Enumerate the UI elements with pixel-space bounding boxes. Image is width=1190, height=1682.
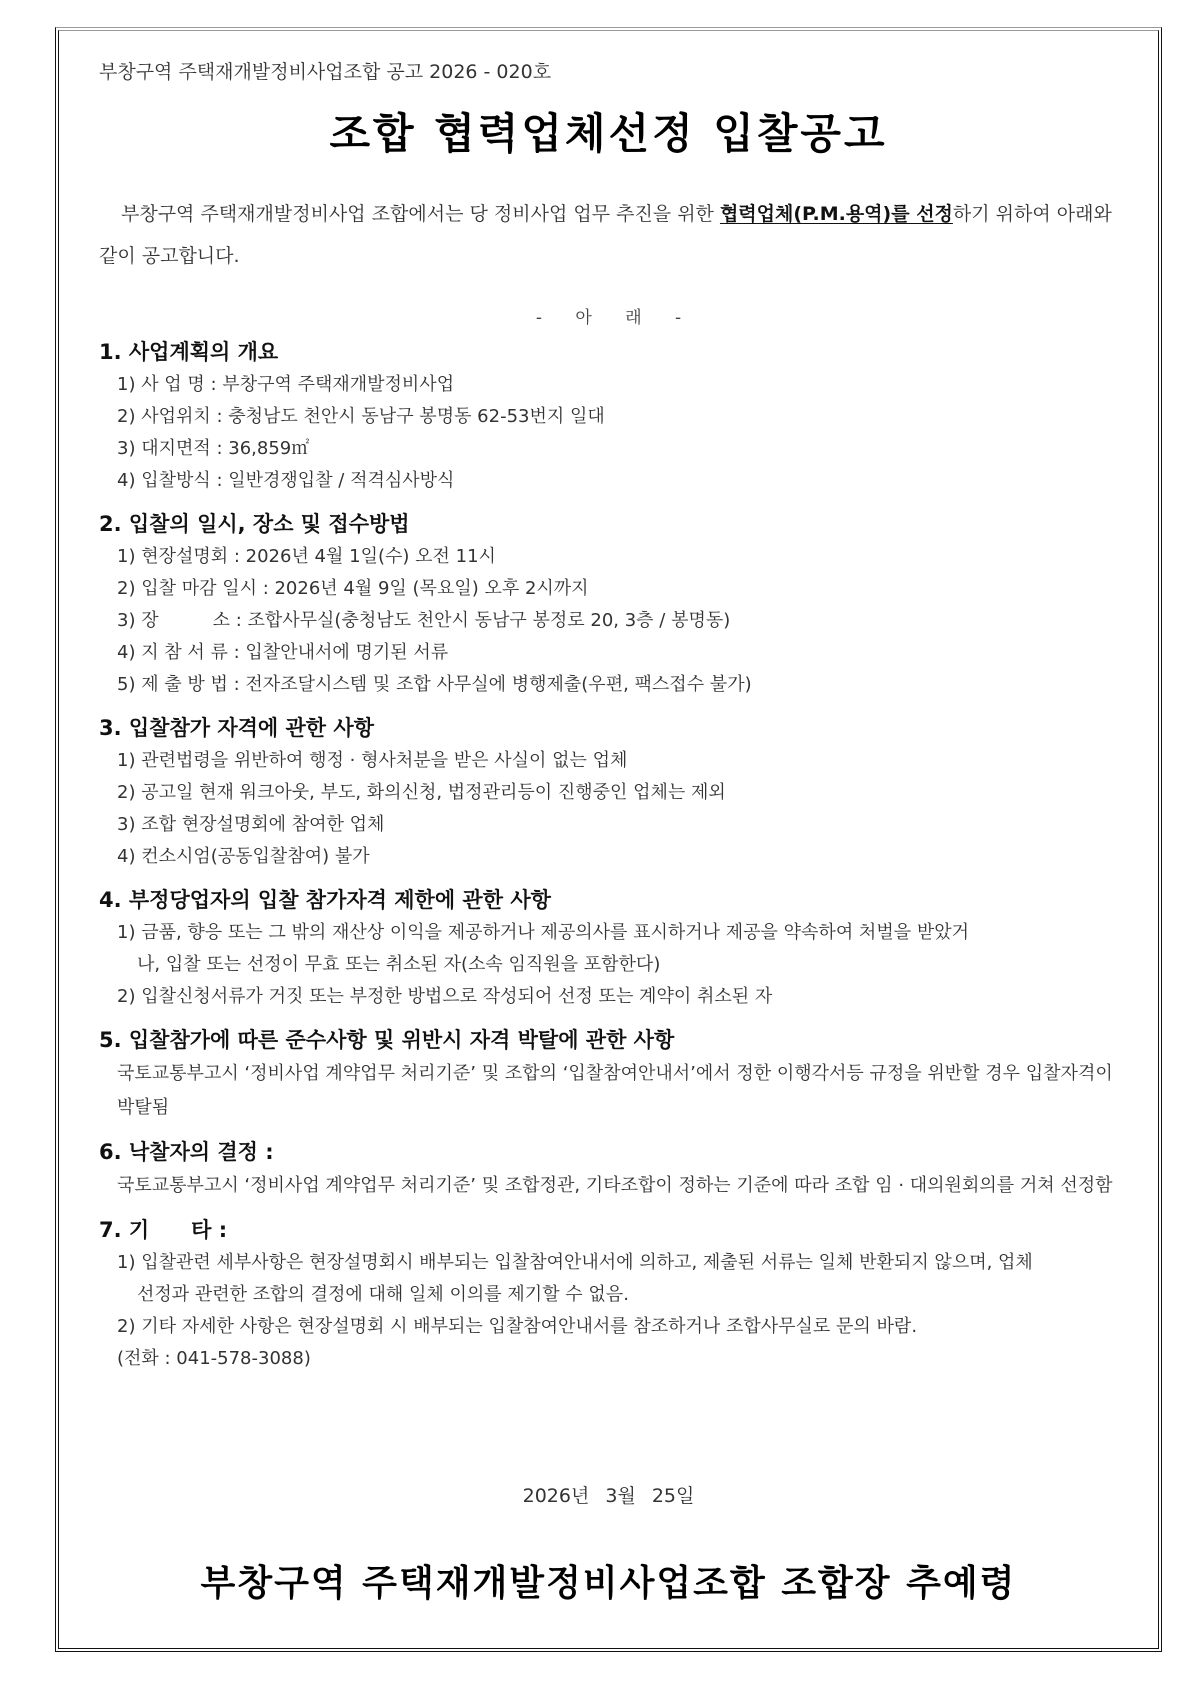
list-item: 4) 입찰방식 : 일반경쟁입찰 / 적격심사방식 [117, 470, 455, 491]
list-item-continuation: 나, 입찰 또는 선정이 무효 또는 취소된 자(소속 임직원을 포함한다) [137, 954, 661, 975]
document-border [55, 27, 1162, 1652]
list-item: 4) 컨소시엄(공동입찰참여) 불가 [117, 846, 370, 867]
section-other [99, 1213, 1118, 1375]
contact-phone: (전화 : 041-578-3088) [117, 1348, 311, 1369]
list-item: 1) 입찰관련 세부사항은 현장설명회시 배부되는 입찰참여안내서에 의하고, 제출된 서류는 일체 반환되지 않으며, 업체 [117, 1252, 1033, 1273]
list-item: 3) 조합 현장설명회에 참여한 업체 [117, 814, 385, 835]
list-item: 3) 대지면적 : 36,859㎡ [117, 438, 310, 459]
section-compliance [99, 1023, 1118, 1125]
below-label: - 아 래 - [535, 308, 682, 328]
section-overview [99, 335, 1118, 497]
section-eligibility [99, 711, 1118, 873]
intro-emphasis: 협력업체(P.M.용역)를 선정 [719, 203, 953, 225]
list-item: 2) 공고일 현재 워크아웃, 부도, 화의신청, 법정관리등이 진행중인 업체는 제외 [117, 782, 726, 803]
intro-text-before: 부창구역 주택재개발정비사업 조합에서는 당 정비사업 업무 추진을 위한 [121, 203, 720, 225]
list-item: 1) 사 업 명 : 부창구역 주택재개발정비사업 [117, 374, 455, 395]
intro-paragraph [99, 193, 1118, 277]
document-body [59, 31, 1158, 1648]
section-heading: 6. 낙찰자의 결정 : [99, 1140, 274, 1164]
list-item: 3) 장 소 : 조합사무실(충청남도 천안시 동남구 봉정로 20, 3층 / 봉명동) [117, 610, 731, 631]
list-item: 5) 제 출 방 법 : 전자조달시스템 및 조합 사무실에 병행제출(우편, 팩스접수 불가) [117, 674, 752, 695]
section-heading: 1. 사업계획의 개요 [99, 340, 279, 364]
list-item: 1) 현장설명회 : 2026년 4월 1일(수) 오전 11시 [117, 546, 496, 567]
list-item: 2) 입찰 마감 일시 : 2026년 4월 9일 (목요일) 오후 2시까지 [117, 578, 589, 599]
issue-date: 2026년 3월 25일 [522, 1485, 695, 1507]
page-title: 조합 협력업체선정 입찰공고 [329, 109, 888, 158]
list-item: 2) 기타 자세한 사항은 현장설명회 시 배부되는 입찰참여안내서를 참조하거나 조합사무실로 문의 바람. [117, 1316, 918, 1337]
sections [99, 335, 1118, 1385]
section-paragraph: 국토교통부고시 ‘정비사업 계약업무 처리기준’ 및 조합의 ‘입찰참여안내서’에서 정한 이행각서등 규정을 위반할 경우 입찰자격이 박탈됨 [117, 1063, 1113, 1118]
signer: 부창구역 주택재개발정비사업조합 조합장 추예령 [200, 1563, 1017, 1604]
section-paragraph: 국토교통부고시 ‘정비사업 계약업무 처리기준’ 및 조합정관, 기타조합이 정하는 기준에 따라 조합 임 · 대의원회의를 거쳐 선정함 [117, 1175, 1113, 1196]
list-item: 2) 사업위치 : 충청남도 천안시 동남구 봉명동 62-53번지 일대 [117, 406, 605, 427]
section-award-decision [99, 1135, 1118, 1203]
section-heading: 7. 기 타 : [99, 1218, 228, 1242]
list-item: 1) 금품, 향응 또는 그 밖의 재산상 이익을 제공하거나 제공의사를 표시하거나 제공을 약속하여 처벌을 받았거 [117, 922, 969, 943]
list-item: 2) 입찰신청서류가 거짓 또는 부정한 방법으로 작성되어 선정 또는 계약이 취소된 자 [117, 986, 773, 1007]
list-item: 4) 지 참 서 류 : 입찰안내서에 명기된 서류 [117, 642, 449, 663]
notice-number: 부창구역 주택재개발정비사업조합 공고 2026 - 020호 [99, 61, 552, 83]
section-heading: 3. 입찰참가 자격에 관한 사항 [99, 716, 374, 740]
section-heading: 4. 부정당업자의 입찰 참가자격 제한에 관한 사항 [99, 888, 551, 912]
list-item-continuation: 선정과 관련한 조합의 결정에 대해 일체 이의를 제기할 수 없음. [137, 1284, 629, 1305]
intro-text-after: 하기 위하여 아래와 같이 공고합니다. [99, 203, 1112, 267]
section-heading: 5. 입찰참가에 따른 준수사항 및 위반시 자격 박탈에 관한 사항 [99, 1028, 675, 1052]
section-restrictions [99, 883, 1118, 1013]
list-item: 1) 관련법령을 위반하여 행정 · 형사처분을 받은 사실이 없는 업체 [117, 750, 628, 771]
section-schedule [99, 507, 1118, 701]
section-heading: 2. 입찰의 일시, 장소 및 접수방법 [99, 512, 410, 536]
